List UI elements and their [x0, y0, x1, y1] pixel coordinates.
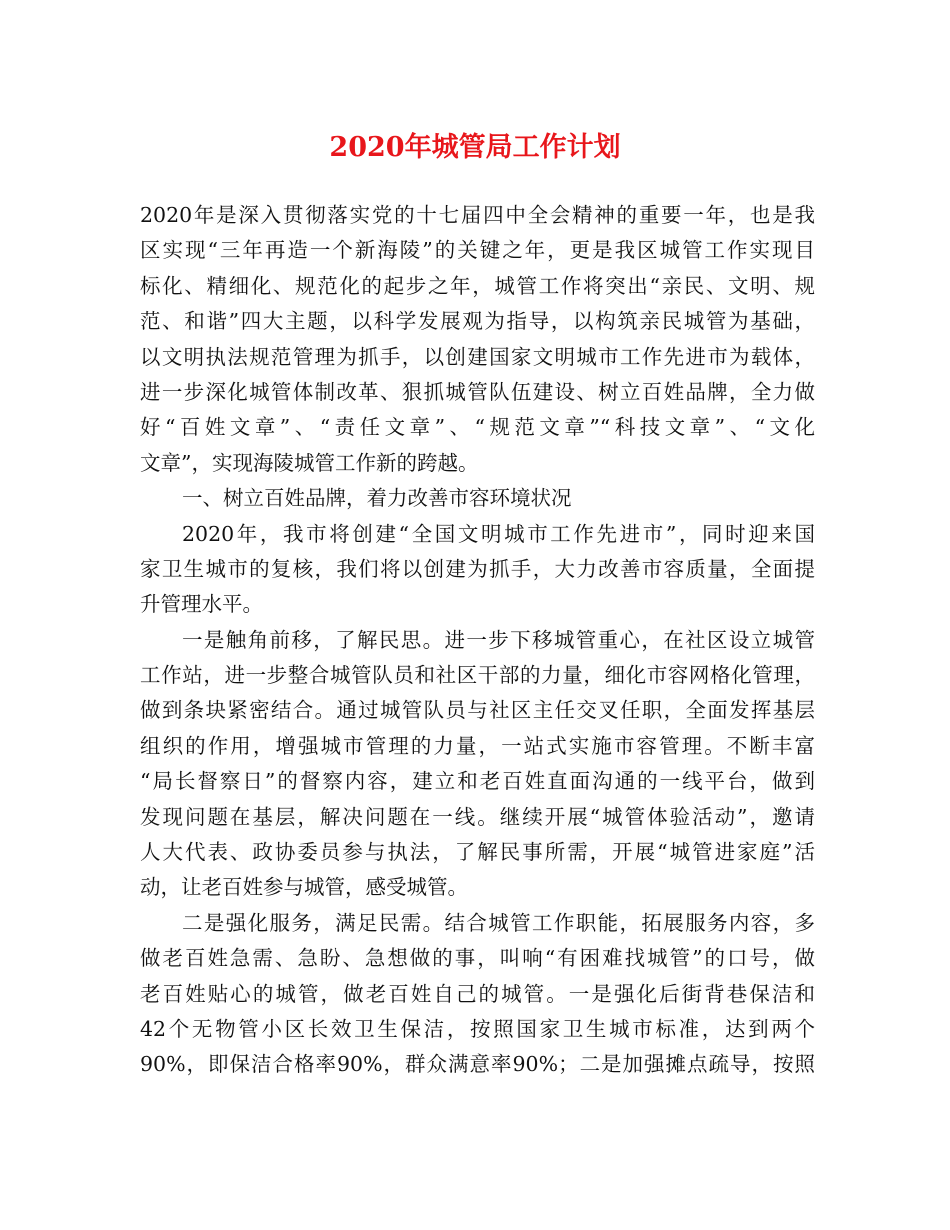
section-heading: 一、树立百姓品牌，着力改善市容环境状况 [182, 486, 572, 511]
text-line: 标化、精细化、规范化的起步之年，城管工作将突出“亲民、文明、规 [140, 273, 815, 298]
text-line: 二是强化服务，满足民需。结合城管工作职能，拓展服务内容，多 [182, 910, 815, 935]
text-line: 文章”，实现海陵城管工作新的跨越。 [140, 450, 479, 475]
text-line: 好“百姓文章”、“责任文章”、“规范文章”“科技文章”、“文化 [140, 415, 815, 440]
text-line: 发现问题在基层，解决问题在一线。继续开展“城管体验活动”，邀请 [140, 804, 815, 829]
text-line: 做老百姓急需、急盼、急想做的事，叫响“有困难找城管”的口号，做 [140, 946, 815, 971]
text-line: 人大代表、政协委员参与执法，了解民事所需，开展“城管进家庭”活 [140, 840, 815, 865]
text-line: 90%，即保洁合格率90%，群众满意率90%；二是加强摊点疏导，按照 [140, 1052, 815, 1077]
text-line: 范、和谐”四大主题，以科学发展观为指导，以构筑亲民城管为基础， [140, 309, 815, 334]
text-line: 进一步深化城管体制改革、狠抓城管队伍建设、树立百姓品牌，全力做 [140, 379, 815, 404]
text-line: “局长督察日”的督察内容，建立和老百姓直面沟通的一线平台，做到 [140, 769, 815, 794]
text-line: 区实现“三年再造一个新海陵”的关键之年，更是我区城管工作实现目 [140, 238, 815, 263]
text-line: 组织的作用，增强城市管理的力量，一站式实施市容管理。不断丰富 [140, 733, 815, 758]
text-line: 2020年，我市将创建“全国文明城市工作先进市”，同时迎来国 [182, 521, 815, 546]
text-line: 42个无物管小区长效卫生保洁，按照国家卫生城市标准，达到两个 [140, 1016, 815, 1041]
document-title: 2020年城管局工作计划 [329, 132, 621, 163]
text-line: 动，让老百姓参与城管，感受城管。 [140, 875, 468, 900]
text-line: 2020年是深入贯彻落实党的十七届四中全会精神的重要一年，也是我 [140, 203, 815, 227]
text-line: 老百姓贴心的城管，做老百姓自己的城管。一是强化后街背巷保洁和 [140, 981, 815, 1006]
document-body [140, 198, 815, 1083]
text-line: 以文明执法规范管理为抓手，以创建国家文明城市工作先进市为载体， [140, 344, 815, 369]
text-line: 家卫生城市的复核，我们将以创建为抓手，大力改善市容质量，全面提 [140, 556, 815, 581]
text-line: 一是触角前移，了解民思。进一步下移城管重心，在社区设立城管 [182, 627, 815, 652]
text-line: 升管理水平。 [140, 592, 263, 617]
text-line: 做到条块紧密结合。通过城管队员与社区主任交叉任职，全面发挥基层 [140, 698, 815, 723]
text-line: 工作站，进一步整合城管队员和社区干部的力量，细化市容网格化管理， [140, 663, 815, 688]
